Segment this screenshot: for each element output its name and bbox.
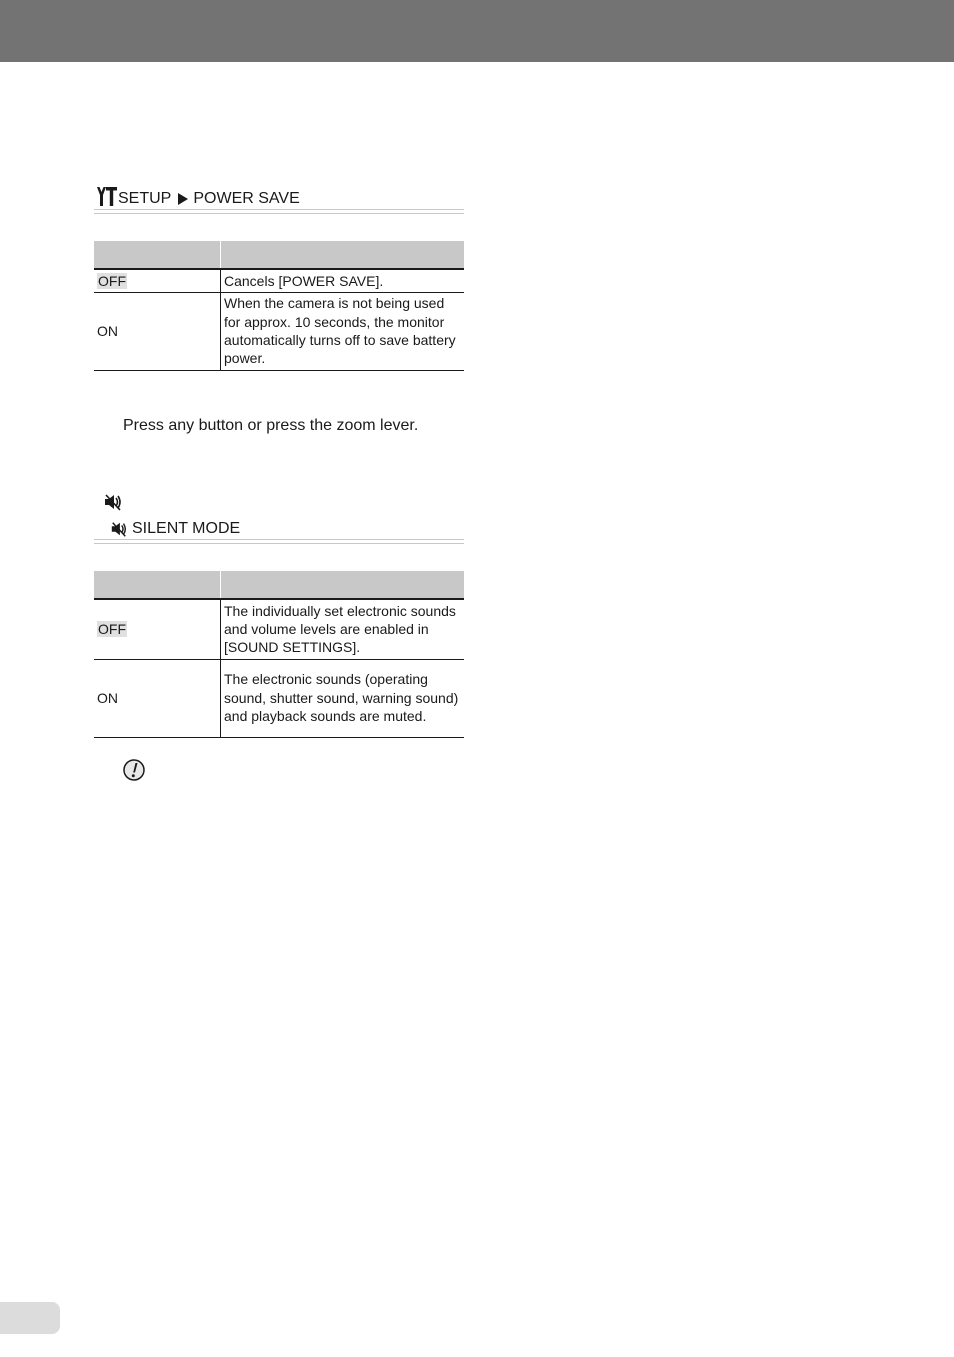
table-row (94, 659, 464, 737)
option-off: OFF (98, 621, 126, 638)
power-save-table (94, 241, 464, 371)
setup-wrench-icon (94, 186, 118, 208)
option-on: ON (94, 659, 221, 737)
page-number-tab (0, 1302, 60, 1334)
speaker-mute-icon (103, 492, 123, 512)
power-save-heading (94, 186, 464, 210)
option-off: OFF (98, 272, 126, 289)
page-header-bar (0, 0, 954, 62)
speaker-mute-icon (108, 520, 130, 538)
table-row (94, 599, 464, 659)
caution-icon (123, 759, 145, 781)
silent-mode-heading (94, 516, 464, 540)
setup-menu-label: SETUP (118, 190, 172, 207)
table-row (94, 292, 464, 370)
option-description: When the camera is not being used for approx. 10 seconds, the monitor automatically turns off to save battery power. (221, 292, 465, 370)
option-description: Cancels [POWER SAVE]. (221, 269, 465, 292)
power-save-label: POWER SAVE (193, 190, 300, 207)
silent-mode-label: SILENT MODE (132, 520, 241, 537)
option-on: ON (94, 292, 221, 370)
table-row (94, 269, 464, 292)
option-description: The individually set electronic sounds and volume levels are enabled in [SOUND SETTINGS]. (221, 599, 465, 659)
option-description: The electronic sounds (operating sound, shutter sound, warning sound) and playback sounds are muted. (221, 659, 465, 737)
resume-note: Press any button or press the zoom lever. (123, 417, 419, 434)
silent-mode-table (94, 571, 464, 738)
right-triangle-icon (178, 193, 188, 205)
